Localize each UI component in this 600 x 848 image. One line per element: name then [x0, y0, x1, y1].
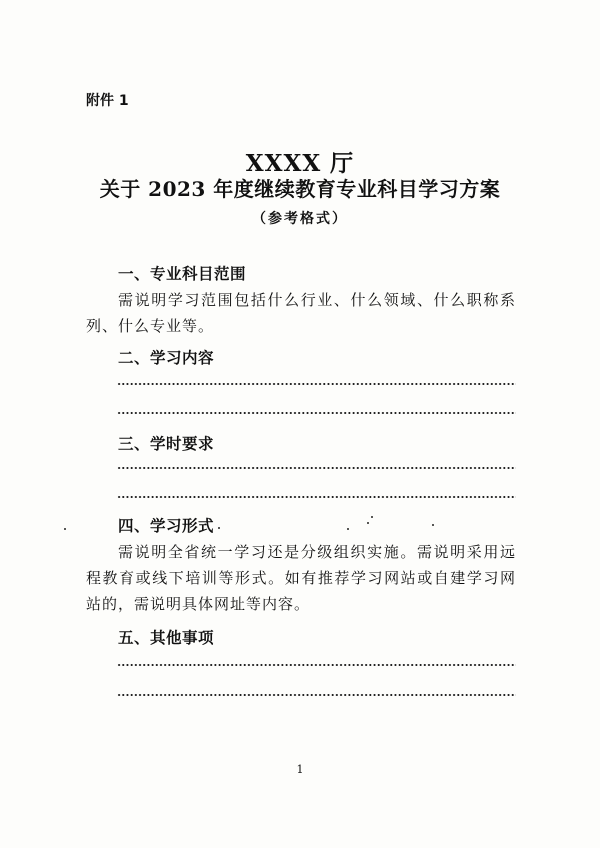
placeholder-dots [117, 412, 516, 414]
placeholder-dots [117, 664, 516, 666]
placeholder-dots [117, 467, 516, 469]
title-agency: XXXX 厅 [245, 150, 355, 177]
scan-speck [218, 527, 220, 529]
title-main: 关于 2023 年度继续教育专业科目学习方案 [99, 177, 501, 201]
placeholder-dots [117, 694, 516, 696]
scan-speck [367, 522, 369, 524]
section-heading-scope: 一、专业科目范围 [118, 265, 247, 283]
scan-speck [371, 516, 373, 518]
section-heading-format: 四、学习形式 [118, 517, 215, 535]
section-heading-content: 二、学习内容 [118, 349, 215, 367]
placeholder-dots [117, 383, 516, 385]
section-heading-hours: 三、学时要求 [118, 435, 215, 453]
section-body-scope: 需说明学习范围包括什么行业、什么领域、什么职称系列、什么专业等。 [86, 291, 516, 335]
page-number: 1 [296, 763, 304, 776]
attachment-label: 附件 1 [86, 93, 129, 109]
section-body-format: 需说明全省统一学习还是分级组织实施。需说明采用远程教育或线下培训等形式。如有推荐学习网站或自建学习网站的，需说明具体网址等内容。 [86, 543, 516, 613]
title-format-note: （参考格式） [252, 211, 348, 227]
scan-speck [64, 528, 66, 530]
section-heading-other: 五、其他事项 [118, 629, 215, 647]
scan-speck [347, 528, 349, 530]
placeholder-dots [117, 496, 516, 498]
scan-speck [432, 524, 434, 526]
